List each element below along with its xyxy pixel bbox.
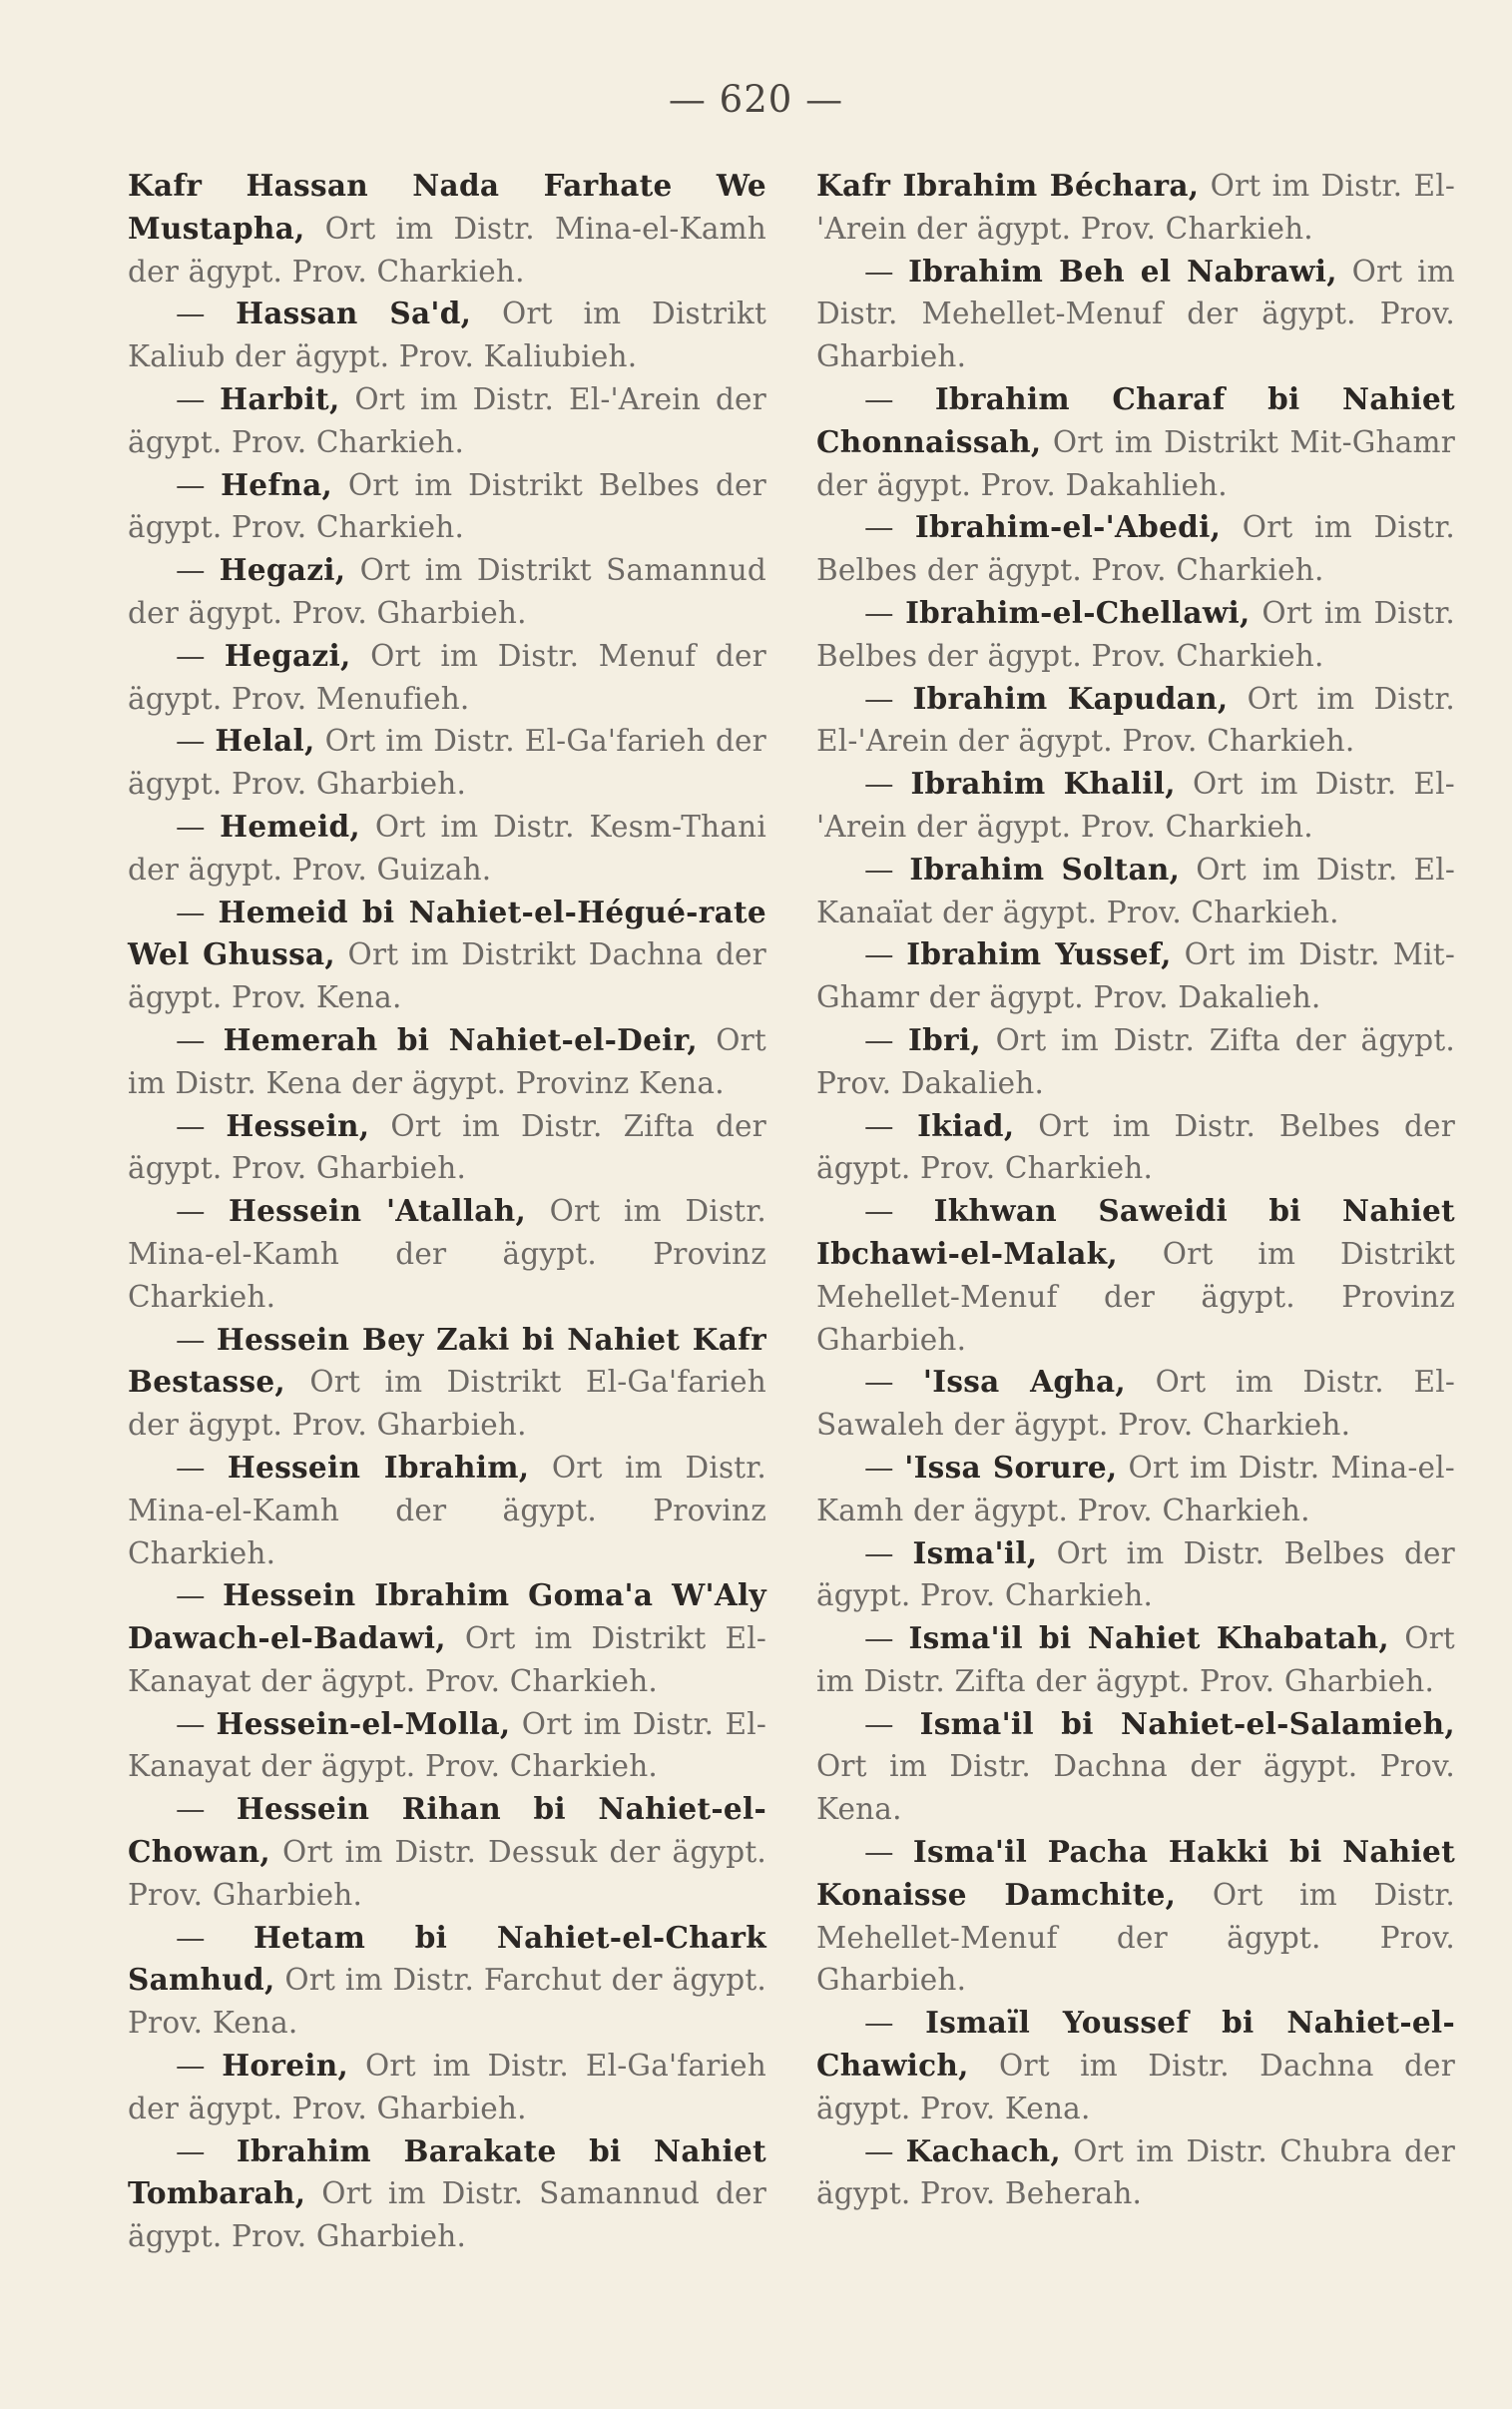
gazetteer-entry [816, 1447, 1455, 1532]
gazetteer-entry [128, 165, 766, 293]
entry-headword: Hessein Ibrahim, [227, 1449, 530, 1485]
gazetteer-entry [816, 678, 1455, 764]
entry-description: Ort im Distrikt Samannud der ägypt. Prov. Gharbieh. [128, 553, 766, 630]
entry-dash: — [864, 1535, 913, 1570]
entry-description: Ort im Distr. Mehellet-Menuf der ägypt. Prov. Gharbieh. [816, 1877, 1455, 1998]
gazetteer-entry [128, 464, 766, 550]
gazetteer-entry [816, 2130, 1455, 2216]
entry-headword: Kafr Ibrahim Béchara, [816, 168, 1200, 203]
entry-description: Ort im Distr. El-'Arein der ägypt. Prov. Charkieh. [816, 681, 1455, 759]
entry-dash: — [864, 510, 915, 545]
entry-headword: Kafr Hassan Nada Farhate We Mustapha, [128, 168, 766, 246]
entry-headword: Hegazi, [224, 637, 351, 673]
entry-dash: — [864, 767, 911, 802]
entry-dash: — [176, 1194, 229, 1229]
entry-description: Ort im Distr. Dachna der ägypt. Prov. Kena. [816, 1749, 1455, 1827]
entry-description: Ort im Distr. El-Ga'farieh der ägypt. Prov. Gharbieh. [128, 2049, 766, 2125]
gazetteer-entry [128, 1447, 766, 1574]
entry-headword: Hegazi, [219, 552, 346, 588]
entry-headword: Ibrahim Beh el Nabrawi, [908, 253, 1337, 289]
entry-headword: Isma'il, [912, 1534, 1038, 1570]
entry-dash: — [864, 852, 910, 887]
entry-description: Ort im Distr. El-Kanayat der ägypt. Prov. Charkieh. [128, 1706, 766, 1784]
entry-description: Ort im Distr. El-'Arein der ägypt. Prov. Charkieh. [128, 381, 766, 459]
entry-description: Ort im Distr. Mit-Ghamr der ägypt. Prov. Dakalieh. [816, 937, 1455, 1015]
entry-description: Ort im Distr. Mina-el-Kamh der ägypt. Provinz Charkieh. [128, 1194, 766, 1314]
gazetteer-entry [816, 592, 1455, 678]
entry-headword: Hetam bi Nahiet-el-Chark Samhud, [128, 1919, 766, 1998]
entry-headword: Hessein Ibrahim Goma'a W'Aly Dawach-el-Badawi, [128, 1577, 766, 1656]
gazetteer-entry [816, 763, 1455, 849]
entry-headword: Ibrahim Khalil, [910, 766, 1176, 802]
gazetteer-entry [816, 1532, 1455, 1618]
gazetteer-entry [816, 2002, 1455, 2129]
entry-description: Ort im Distrikt Mehellet-Menuf der ägypt. Provinz Gharbieh. [816, 1236, 1455, 1357]
entry-description: Ort im Distr. Farchut der ägypt. Prov. Kena. [128, 1963, 766, 2041]
entry-description: Ort im Distr. El-'Arein der ägypt. Prov. Charkieh. [816, 767, 1455, 844]
gazetteer-entry [816, 849, 1455, 934]
entry-dash: — [176, 1578, 224, 1613]
gazetteer-entry [128, 1319, 766, 1447]
entry-headword: Helal, [215, 723, 315, 759]
entry-headword: Hessein Rihan bi Nahiet-el-Chowan, [128, 1791, 766, 1870]
entry-headword: Horein, [222, 2048, 349, 2084]
entry-dash: — [864, 1194, 934, 1229]
entry-description: Ort im Distrikt Dachna der ägypt. Prov. Kena. [128, 937, 766, 1015]
entry-headword: Ibrahim Barakate bi Nahiet Tombarah, [128, 2132, 766, 2211]
entry-dash: — [176, 467, 222, 502]
entry-dash: — [176, 638, 225, 673]
entry-headword: Ibrahim Yussef, [906, 936, 1172, 972]
entry-description: Ort im Distr. Dachna der ägypt. Prov. Kena. [816, 2049, 1455, 2125]
gazetteer-entry [816, 1019, 1455, 1105]
entry-dash: — [176, 2049, 223, 2084]
entry-headword: Isma'il bi Nahiet Khabatah, [908, 1620, 1389, 1656]
entry-headword: Hassan Sa'd, [236, 296, 472, 331]
entry-dash: — [864, 1022, 908, 1057]
gazetteer-entry [128, 1105, 766, 1191]
entry-headword: Hemeid, [220, 808, 360, 844]
gazetteer-entry [816, 1105, 1455, 1191]
entry-description: Ort im Distr. Kena der ägypt. Provinz Kena. [128, 1022, 766, 1100]
entry-description: Ort im Distrikt Kaliub der ägypt. Prov. Kaliubieh. [128, 297, 766, 374]
entry-description: Ort im Distr. Chubra der ägypt. Prov. Beherah. [816, 2133, 1455, 2211]
entry-dash: — [176, 895, 219, 929]
gazetteer-entry [816, 1190, 1455, 1361]
entry-dash: — [864, 1365, 923, 1400]
entry-dash: — [176, 1108, 227, 1143]
entry-description: Ort im Distr. Mina-el-Kamh der ägypt. Provinz Charkieh. [128, 1450, 766, 1570]
entry-headword: Ibrahim Charaf bi Nahiet Chonnaissah, [816, 380, 1455, 459]
entry-description: Ort im Distr. Mehellet-Menuf der ägypt. Prov. Gharbieh. [816, 254, 1455, 374]
entry-description: Ort im Distr. Belbes der ägypt. Prov. Charkieh. [816, 510, 1455, 588]
entry-dash: — [864, 254, 909, 289]
entry-headword: Hefna, [221, 466, 333, 502]
entry-dash: — [176, 381, 221, 416]
entry-description: Ort im Distr. Zifta der ägypt. Prov. Dakalieh. [816, 1022, 1455, 1100]
entry-headword: Isma'il bi Nahiet-el-Salamieh, [919, 1705, 1455, 1741]
gazetteer-entry [128, 720, 766, 806]
gazetteer-entry [816, 1617, 1455, 1703]
gazetteer-entry [816, 378, 1455, 506]
entry-headword: Ibrahim Kapudan, [912, 680, 1229, 716]
gazetteer-entry [816, 506, 1455, 592]
entry-dash: — [864, 1621, 909, 1656]
gazetteer-entry [128, 635, 766, 721]
entry-headword: Ibrahim-el-'Abedi, [914, 509, 1222, 545]
entry-headword: Isma'il Pacha Hakki bi Nahiet Konaisse Damchite, [816, 1834, 1455, 1912]
entry-dash: — [864, 681, 913, 716]
entry-description: Ort im Distr. Belbes der ägypt. Prov. Charkieh. [816, 1108, 1455, 1186]
entry-dash: — [176, 809, 221, 844]
entry-dash: — [864, 2006, 926, 2041]
entry-dash: — [864, 381, 935, 416]
entry-headword: Ibrahim-el-Chellawi, [905, 594, 1251, 630]
gazetteer-entry [128, 1703, 766, 1789]
entry-headword: Ibrahim Soltan, [909, 851, 1181, 887]
gazetteer-entry [816, 1361, 1455, 1447]
gazetteer-entry [128, 1917, 766, 2045]
entry-dash: — [864, 2133, 906, 2168]
entry-dash: — [864, 1108, 918, 1143]
entry-headword: Ikiad, [917, 1107, 1015, 1143]
entry-description: Ort im Distr. Belbes der ägypt. Prov. Charkieh. [816, 595, 1455, 673]
gazetteer-entry [128, 293, 766, 378]
entry-description: Ort im Distr. Menuf der ägypt. Prov. Menufieh. [128, 638, 766, 716]
gazetteer-entry [128, 2045, 766, 2130]
entry-dash: — [864, 937, 907, 972]
entry-description: Ort im Distr. Samannud der ägypt. Prov. Gharbieh. [128, 2176, 766, 2254]
gazetteer-entry [128, 892, 766, 1019]
entry-headword: Hessein-el-Molla, [216, 1705, 511, 1741]
entry-dash: — [176, 553, 220, 588]
entry-headword: Hessein Bey Zaki bi Nahiet Kafr Bestasse, [128, 1321, 766, 1400]
entry-headword: Hessein 'Atallah, [228, 1193, 527, 1229]
entry-headword: Kachach, [905, 2132, 1061, 2168]
entry-dash: — [176, 1920, 253, 1955]
entry-description: Ort im Distr. El-'Arein der ägypt. Prov. Charkieh. [816, 169, 1456, 246]
entry-description: Ort im Distr. Belbes der ägypt. Prov. Charkieh. [816, 1535, 1455, 1613]
entry-headword: Ikhwan Saweidi bi Nahiet Ibchawi-el-Malak, [816, 1193, 1455, 1271]
entry-dash: — [176, 1450, 228, 1485]
right-column [816, 165, 1455, 2215]
entry-headword: Ibri, [908, 1021, 981, 1057]
gazetteer-entry [128, 2130, 766, 2258]
entry-dash: — [176, 1792, 237, 1827]
entry-description: Ort im Distrikt Mit-Ghamr der ägypt. Prov. Dakahlieh. [816, 424, 1455, 502]
entry-description: Ort im Distr. El-Kanaïat der ägypt. Prov. Charkieh. [816, 852, 1455, 929]
entry-headword: Hessein, [226, 1107, 370, 1143]
entry-headword: Harbit, [220, 380, 340, 416]
gazetteer-entry [128, 1019, 766, 1105]
entry-dash: — [176, 1706, 217, 1741]
entry-headword: 'Issa Agha, [922, 1364, 1127, 1400]
entry-headword: Ismaïl Youssef bi Nahiet-el-Chawich, [816, 2005, 1455, 2084]
entry-description: Ort im Distr. Kesm-Thani der ägypt. Prov. Guizah. [128, 809, 766, 887]
entry-headword: Hemeid bi Nahiet-el-Hégué-rate Wel Ghussa, [128, 894, 766, 972]
entry-dash: — [176, 1322, 217, 1357]
entry-description: Ort im Distrikt El-Ga'farieh der ägypt. Prov. Gharbieh. [128, 1365, 766, 1443]
entry-description: Ort im Distr. Zifta der ägypt. Prov. Gharbieh. [816, 1621, 1455, 1698]
entry-headword: 'Issa Sorure, [904, 1449, 1118, 1485]
gazetteer-entry [128, 806, 766, 892]
entry-dash: — [864, 1706, 920, 1741]
entry-dash: — [176, 2133, 237, 2168]
entry-dash: — [176, 1022, 224, 1057]
entry-dash: — [176, 724, 216, 759]
page-number: — 620 — [668, 78, 844, 121]
entry-dash: — [176, 297, 237, 331]
entry-description: Ort im Distr. Mina-el-Kamh der ägypt. Prov. Charkieh. [816, 1450, 1455, 1527]
gazetteer-entry [128, 1788, 766, 1916]
gazetteer-entry [128, 549, 766, 635]
entry-description: Ort im Distrikt Belbes der ägypt. Prov. Charkieh. [128, 467, 766, 545]
entry-description: Ort im Distr. El-Ga'farieh der ägypt. Prov. Gharbieh. [128, 724, 766, 802]
entry-headword: Hemerah bi Nahiet-el-Deir, [223, 1021, 698, 1057]
gazetteer-entry [816, 165, 1455, 251]
left-column [128, 165, 766, 2258]
entry-dash: — [864, 1835, 913, 1870]
entry-description: Ort im Distrikt El-Kanayat der ägypt. Prov. Charkieh. [128, 1621, 766, 1698]
gazetteer-entry [816, 1703, 1455, 1831]
entry-description: Ort im Distr. El-Sawaleh der ägypt. Prov. Charkieh. [816, 1365, 1455, 1443]
entry-dash: — [864, 595, 906, 630]
gazetteer-entry [128, 1574, 766, 1702]
gazetteer-entry [128, 378, 766, 464]
gazetteer-entry [816, 1831, 1455, 2002]
entry-description: Ort im Distr. Dessuk der ägypt. Prov. Gharbieh. [128, 1835, 766, 1912]
entry-dash: — [864, 1450, 905, 1485]
gazetteer-entry [128, 1190, 766, 1318]
entry-description: Ort im Distr. Zifta der ägypt. Prov. Gharbieh. [128, 1108, 766, 1186]
gazetteer-entry [816, 251, 1455, 378]
entry-description: Ort im Distr. Mina-el-Kamh der ägypt. Prov. Charkieh. [128, 211, 766, 289]
gazetteer-entry [816, 933, 1455, 1019]
